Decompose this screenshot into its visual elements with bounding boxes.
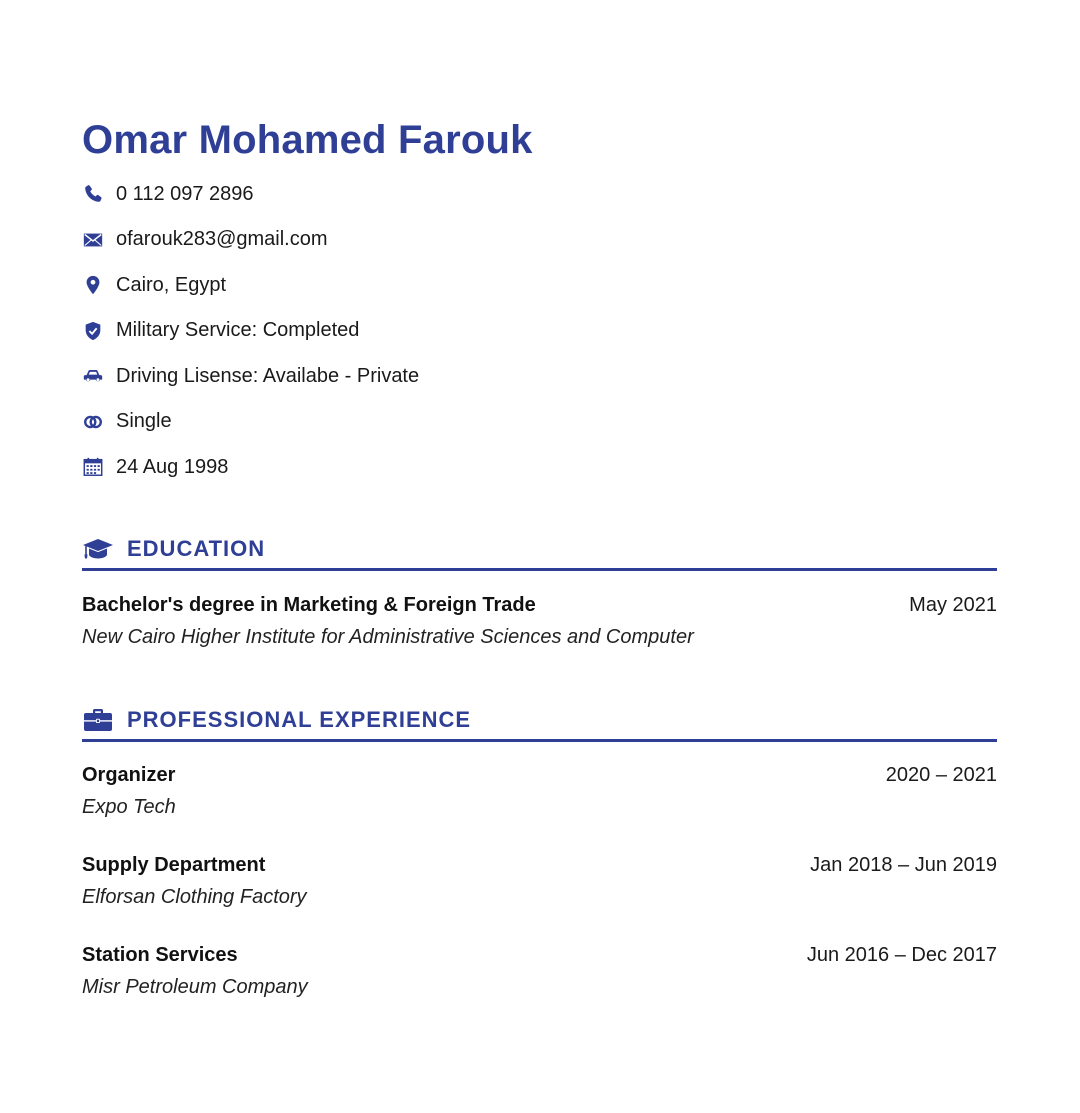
contact-text: 0 112 097 2896 [116,182,254,205]
experience-entry [82,764,997,819]
full-name: Omar Mohamed Farouk [82,118,533,162]
contact-birthdate [82,451,419,483]
car-icon [82,365,104,387]
entry-date: 2020 – 2021 [885,764,997,786]
entry-title: Organizer [82,764,176,786]
entry-date: Jun 2016 – Dec 2017 [806,944,997,966]
rings-icon [82,411,104,433]
contact-email[interactable] [82,224,419,256]
entry-title: Supply Department [82,854,266,876]
entry-title: Bachelor's degree in Marketing & Foreign Trade [82,594,536,616]
contact-driving [82,360,419,392]
envelope-icon [82,229,104,251]
entry-date: Jan 2018 – Jun 2019 [810,854,997,876]
briefcase-icon [82,706,114,734]
contact-text[interactable]: ofarouk283@gmail.com [116,228,328,250]
education-header [82,532,997,571]
contact-text: 24 Aug 1998 [116,455,229,478]
section-title: PROFESSIONAL EXPERIENCE [127,707,472,732]
location-pin-icon [82,274,104,296]
entry-subtitle: Expo Tech [82,796,176,818]
education-section [82,532,997,571]
contact-text: Driving Lisense: Availabe - Private [116,364,420,387]
graduation-cap-icon [82,535,114,563]
education-entry [82,594,997,649]
entry-title: Station Services [82,944,238,966]
contact-location [82,269,419,301]
experience-header [82,703,997,742]
shield-icon [82,320,104,342]
entry-subtitle: New Cairo Higher Institute for Administrative Sciences and Computer [82,626,694,648]
entry-subtitle: Elforsan Clothing Factory [82,886,307,908]
contact-text: Military Service: Completed [116,319,360,341]
contact-phone [82,178,419,210]
experience-entry [82,944,997,999]
entry-subtitle: Misr Petroleum Company [82,976,308,998]
entry-date: May 2021 [909,594,997,616]
experience-section [82,703,997,742]
contact-text: Single [116,410,172,432]
contact-marital [82,406,419,438]
calendar-icon [82,456,104,478]
phone-icon [82,183,104,205]
experience-entry [82,854,997,909]
contact-list [82,178,419,497]
contact-military [82,315,419,347]
section-title: EDUCATION [127,536,266,561]
contact-text: Cairo, Egypt [116,273,227,296]
